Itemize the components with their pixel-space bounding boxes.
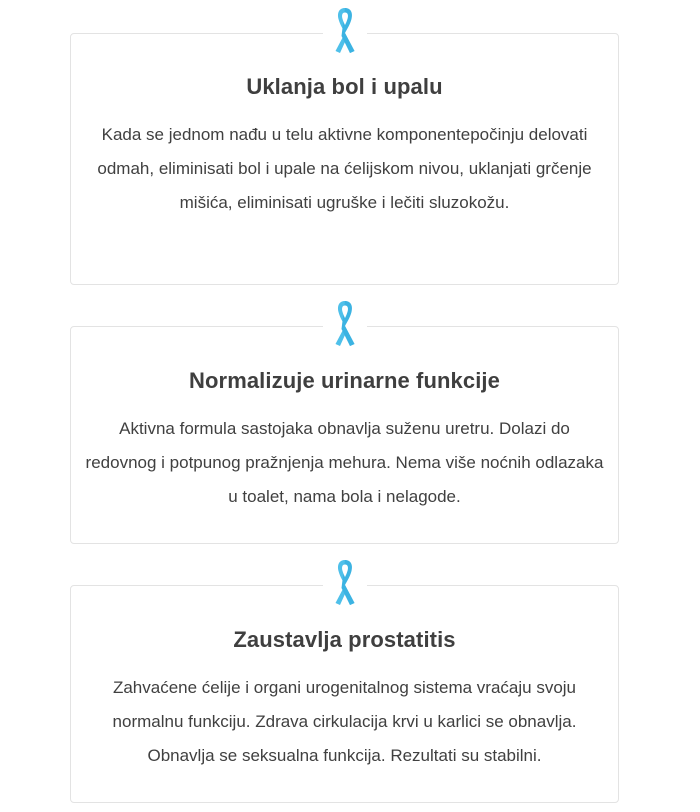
benefit-card — [70, 326, 619, 544]
card-description: Kada se jednom nađu u telu aktivne komponentepočinju delovati odmah, eliminisati bol i upale na ćelijskom nivou, uklanjati grčenje mišića, eliminisati ugruške i lečiti sluzokožu. — [97, 125, 592, 212]
benefit-card — [70, 33, 619, 285]
card-title: Normalizuje urinarne funkcije — [189, 368, 500, 393]
benefit-card — [70, 585, 619, 803]
card-description: Zahvaćene ćelije i organi urogenitalnog sistema vraćaju svoju normalnu funkciju. Zdrava cirkulacija krvi u karlici se obnavlja. Obnavlja se seksualna funkcija. Rezultati su stabilni. — [112, 678, 577, 765]
card-description: Aktivna formula sastojaka obnavlja suženu uretru. Dolazi do redovnog i potpunog pražnjenja mehura. Nema više noćnih odlazaka u toalet, nama bola i nelagode. — [85, 419, 604, 506]
card-title: Uklanja bol i upalu — [246, 74, 443, 99]
awareness-ribbon-icon — [323, 555, 367, 607]
card-title: Zaustavlja prostatitis — [233, 627, 456, 652]
awareness-ribbon-icon — [323, 3, 367, 55]
awareness-ribbon-icon — [323, 296, 367, 348]
